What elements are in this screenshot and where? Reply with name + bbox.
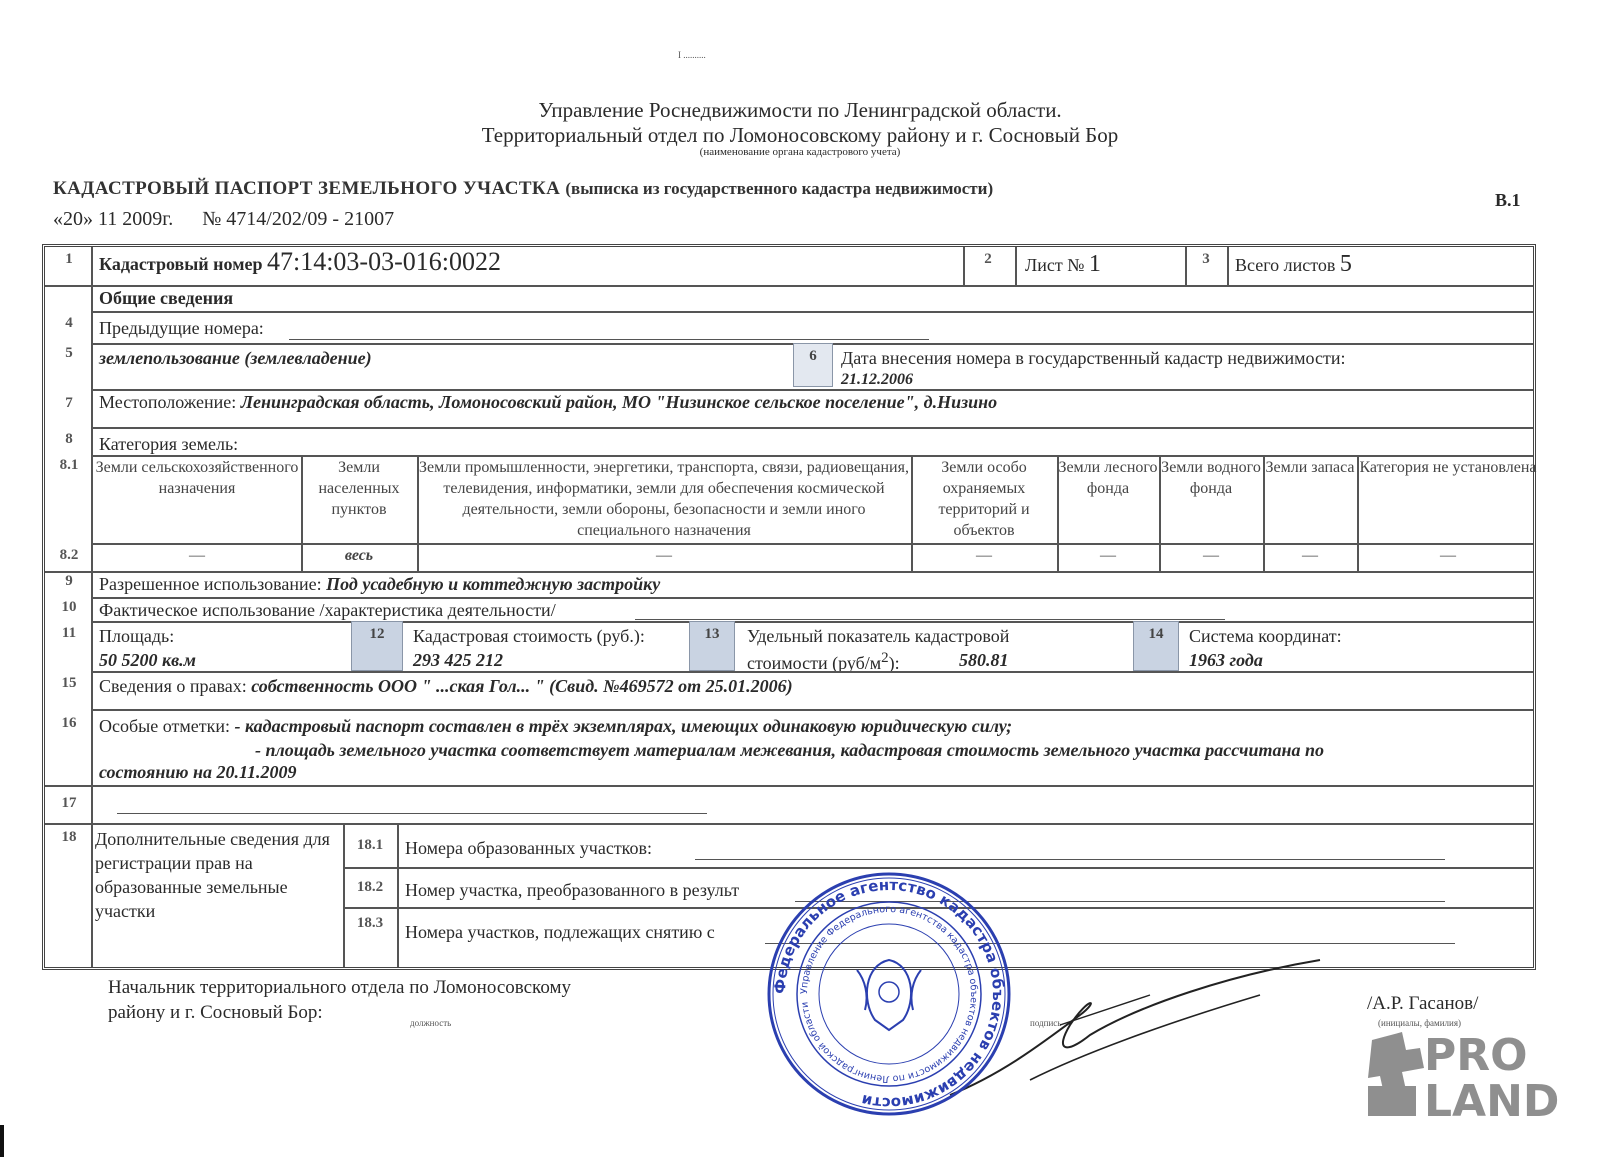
category-value-settlements: весь xyxy=(344,547,374,564)
stray-mark: I .......... xyxy=(678,50,706,60)
category-header-agricultural: Земли сельскохозяйственного назначения xyxy=(95,459,299,497)
category-divider xyxy=(1263,455,1265,571)
category-header-forest: Земли лесного фонда xyxy=(1058,459,1158,497)
divider xyxy=(1227,247,1229,285)
row-number-3: 3 xyxy=(1202,251,1210,267)
category-divider xyxy=(1159,455,1161,571)
document-title-main: КАДАСТРОВЫЙ ПАСПОРТ ЗЕМЕЛЬНОГО УЧАСТКА xyxy=(53,178,561,199)
sheet-number xyxy=(1025,253,1101,276)
rights-info-label: Сведения о правах: xyxy=(99,676,247,696)
category-header-protected: Земли особо охраняемых территорий и объектов xyxy=(938,459,1030,539)
cadastral-number-value: 47:14:03-03-016:0022 xyxy=(266,247,501,276)
special-notes-line-2: - площадь земельного участка соответствует материалам межевания, кадастровая стоимость земельного участка рассчитана по xyxy=(255,740,1324,760)
specific-value-label-end: ): xyxy=(888,653,900,673)
authority-line-2: Территориальный отдел по Ломоносовскому району и г. Сосновый Бор xyxy=(481,123,1119,147)
land-use-type: землепользование (землевладение) xyxy=(99,348,372,368)
row-number-18-1: 18.1 xyxy=(356,837,384,853)
category-divider xyxy=(1057,455,1059,571)
logo-word-pro: PRO xyxy=(1424,1030,1528,1081)
row-divider xyxy=(93,621,1533,623)
caption-position: должность xyxy=(410,1018,452,1028)
divider xyxy=(397,823,399,967)
row-divider xyxy=(45,785,1533,787)
rights-info-value: собственность ООО " ...ская Гол... " (Свид. №469572 от 25.01.2006) xyxy=(251,676,793,696)
category-header-reserve: Земли запаса xyxy=(1265,459,1355,476)
additional-info-label: Дополнительные сведения для регистрации прав на образованные земельные участки xyxy=(95,829,330,921)
category-values xyxy=(93,545,1539,571)
category-header-water: Земли водного фонда xyxy=(1161,459,1261,497)
category-value-industry: — xyxy=(656,547,672,564)
row-number-12: 12 xyxy=(351,621,403,671)
coordinate-system-value: 1963 года xyxy=(1189,650,1263,670)
row-number-2: 2 xyxy=(984,251,992,267)
row-divider xyxy=(45,823,1533,825)
previous-numbers-line xyxy=(289,339,929,340)
logo-word-land: LAND xyxy=(1424,1076,1560,1120)
row-17-line xyxy=(117,813,707,814)
form-code: В.1 xyxy=(1495,190,1521,210)
row-number-8: 8 xyxy=(65,431,73,447)
special-notes-line-1: - кадастровый паспорт составлен в трёх экземплярах, имеющих одинаковую юридическую силу; xyxy=(234,716,1013,736)
signer-position-line-1: Начальник территориального отдела по Ломоносовскому xyxy=(108,977,571,998)
specific-value-label-text: Удельный показатель кадастровой стоимости (руб/м xyxy=(747,626,1010,673)
scan-edge-mark xyxy=(0,1125,4,1157)
category-value-unset: — xyxy=(1440,547,1456,564)
row-number-17: 17 xyxy=(61,795,77,811)
cadastral-number xyxy=(99,247,501,276)
proland-logo xyxy=(1362,1020,1562,1120)
stamp-inner-text: Управление Федерального агентства кадастра объектов недвижимости по Ленинградской области xyxy=(798,903,980,1085)
signer-position-line-2: району и г. Сосновый Бор: xyxy=(108,1002,323,1023)
row-divider xyxy=(45,285,1533,287)
category-divider xyxy=(1357,455,1359,571)
sheet-number-value: 1 xyxy=(1088,251,1101,277)
category-header-industry: Земли промышленности, энергетики, транспорта, связи, радиовещания, телевидения, информатики, земли для обеспечения космической деятельности, земли обороны, безопасности и земли иного специального назначения xyxy=(419,459,909,539)
row-number-5: 5 xyxy=(65,345,73,361)
document-date-line xyxy=(53,208,394,231)
location xyxy=(99,391,997,413)
signer-name: /А.Р. Гасанов/ xyxy=(1367,993,1479,1014)
permitted-use-label: Разрешенное использование: xyxy=(99,574,322,594)
caption-signature: подпись xyxy=(1030,1018,1062,1028)
permitted-use-value: Под усадебную и коттеджную застройку xyxy=(326,574,661,594)
row-number-18-2: 18.2 xyxy=(356,879,384,895)
category-divider xyxy=(417,455,419,571)
signer-position xyxy=(108,975,571,1025)
permitted-use xyxy=(99,573,660,595)
location-value: Ленинградская область, Ломоносовский район, МО "Низинское сельское поселение", д.Низино xyxy=(240,392,998,412)
previous-numbers-label: Предыдущие номера: xyxy=(99,318,264,338)
document-title-sub: (выписка из государственного кадастра недвижимости) xyxy=(565,179,994,198)
row-number-16: 16 xyxy=(61,715,77,731)
specific-value-label-sup: 2 xyxy=(881,650,889,666)
total-sheets-value: 5 xyxy=(1339,251,1352,277)
row-number-1: 1 xyxy=(65,251,73,267)
row-divider xyxy=(93,311,1533,313)
row-divider xyxy=(93,671,1533,673)
transformed-plot-label: Номер участка, преобразованного в результ xyxy=(405,880,740,900)
document-title xyxy=(53,178,993,200)
row-number-8-2: 8.2 xyxy=(59,547,79,563)
actual-use-label: Фактическое использование /характеристика деятельности/ xyxy=(99,600,556,620)
row-number-18-3: 18.3 xyxy=(356,915,384,931)
authority-header xyxy=(0,98,1600,158)
row-number-10: 10 xyxy=(61,599,77,615)
row-divider xyxy=(343,867,1533,869)
formed-plots-line xyxy=(695,859,1445,860)
general-section-title: Общие сведения xyxy=(99,288,234,308)
category-headers xyxy=(93,457,1539,543)
divider xyxy=(1015,247,1017,285)
passport-form xyxy=(42,244,1536,970)
document-number: № 4714/202/09 - 21007 xyxy=(202,208,395,230)
row-number-8-1: 8.1 xyxy=(59,457,79,473)
area-label: Площадь: xyxy=(99,626,175,646)
row-divider xyxy=(93,709,1533,711)
land-category-label: Категория земель: xyxy=(99,434,239,454)
row-number-14: 14 xyxy=(1133,621,1179,671)
registration-date-value: 21.12.2006 xyxy=(841,371,913,388)
row-number-9: 9 xyxy=(65,573,73,589)
specific-value: 580.81 xyxy=(959,650,1009,670)
row-number-11: 11 xyxy=(61,625,77,641)
row-number-13: 13 xyxy=(689,621,735,671)
special-notes xyxy=(99,715,1012,737)
row-number-6: 6 xyxy=(793,343,833,387)
location-label: Местоположение: xyxy=(99,392,237,412)
rights-info xyxy=(99,675,793,697)
category-value-protected: — xyxy=(976,547,992,564)
svg-text:Управление Федерального агентс xyxy=(799,904,979,1084)
category-divider xyxy=(301,455,303,571)
official-stamp xyxy=(765,870,1013,1118)
stamp-outer-text: Федеральное агентство кадастра объектов недвижимости xyxy=(770,875,1008,1113)
row-number-4: 4 xyxy=(65,315,73,331)
authority-line-1: Управление Роснедвижимости по Ленинградской области. xyxy=(538,98,1062,122)
category-value-forest: — xyxy=(1100,547,1116,564)
specific-value-label xyxy=(747,625,1067,674)
category-header-unset: Категория не установлена xyxy=(1359,459,1537,476)
row-number-18: 18 xyxy=(61,829,77,845)
sheet-number-label: Лист № xyxy=(1025,255,1085,275)
authority-caption: (наименование органа кадастрового учета) xyxy=(699,146,901,158)
caption-name: (инициалы, фамилия) xyxy=(1378,1018,1461,1028)
document-date: «20» 11 2009г. xyxy=(53,208,174,230)
category-value-reserve: — xyxy=(1302,547,1318,564)
special-notes-label: Особые отметки: xyxy=(99,716,230,736)
total-sheets-label: Всего листов xyxy=(1235,255,1336,275)
formed-plots-label: Номера образованных участков: xyxy=(405,838,653,858)
cadastral-number-label: Кадастровый номер xyxy=(99,254,263,274)
category-divider xyxy=(911,455,913,571)
area-value: 50 5200 кв.м xyxy=(99,650,196,670)
row-divider xyxy=(93,427,1533,429)
row-number-7: 7 xyxy=(65,395,73,411)
category-value-water: — xyxy=(1203,547,1219,564)
coordinate-system-label: Система координат: xyxy=(1189,626,1342,646)
category-value-agricultural: — xyxy=(189,547,205,564)
category-header-settlements: Земли населенных пунктов xyxy=(318,459,400,518)
cadastral-value: 293 425 212 xyxy=(413,650,503,670)
removed-plots-label: Номера участков, подлежащих снятию с xyxy=(405,922,715,942)
special-notes-line-3: состоянию на 20.11.2009 xyxy=(99,762,297,782)
row-number-15: 15 xyxy=(61,675,77,691)
actual-use-line xyxy=(635,619,1225,620)
registration-date-label: Дата внесения номера в государственный кадастр недвижимости: xyxy=(841,348,1346,368)
total-sheets xyxy=(1235,253,1352,276)
cadastral-value-label: Кадастровая стоимость (руб.): xyxy=(413,626,645,646)
